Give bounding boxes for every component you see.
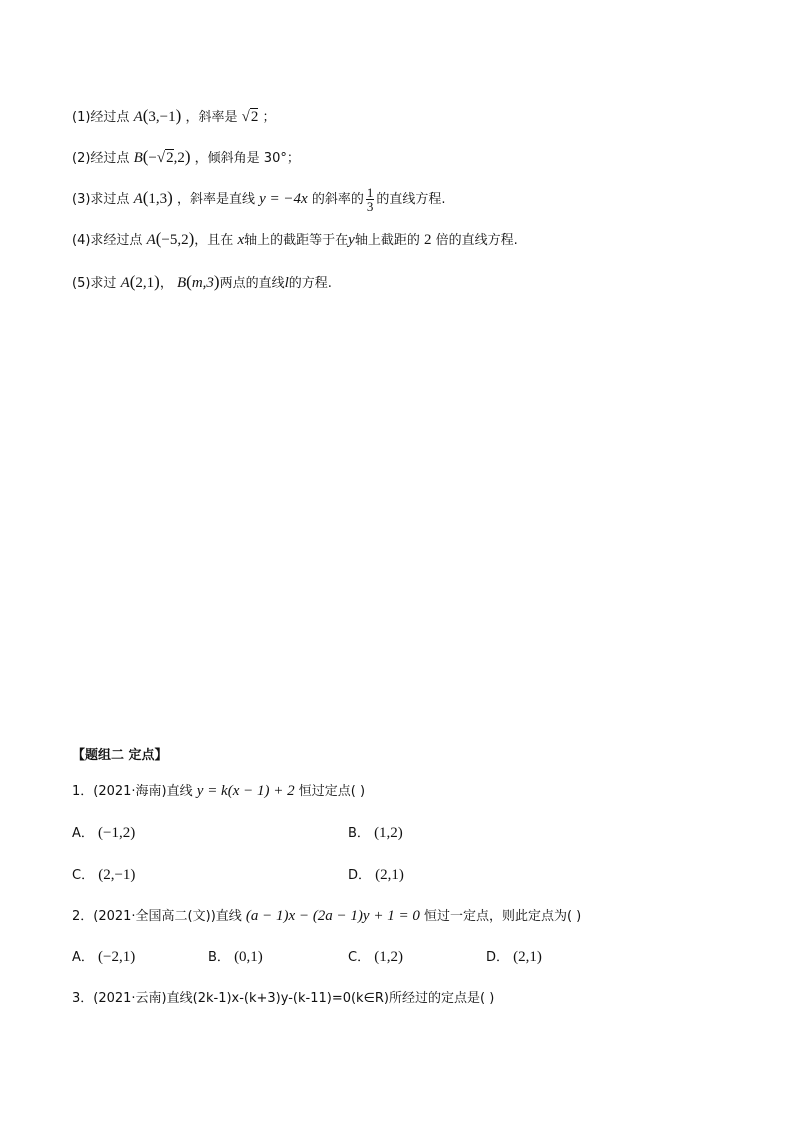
q1-stem-end: 恒过定点( )	[298, 784, 366, 799]
question-3: 3．(2021·云南)直线(2k-1)x-(k+3)y-(k-11)=0(k∈R)所经过的定点是( )	[72, 991, 495, 1006]
ex1-text: ，斜率是	[185, 110, 238, 125]
option-value: (1,2)	[374, 825, 403, 841]
denominator: 3	[366, 199, 374, 214]
point-name: B	[133, 150, 143, 166]
exercise-1-5	[72, 272, 332, 294]
numerator: 1	[366, 185, 374, 200]
option-label: B．	[348, 826, 370, 841]
option-value: (2,1)	[513, 949, 542, 965]
option-value: (2,−1)	[98, 867, 136, 883]
coords: m,3	[191, 275, 214, 291]
var-l: l	[284, 275, 289, 291]
coords: 1,3	[148, 191, 168, 207]
q2-stem-end: 恒过一定点，则此定点为( )	[423, 909, 582, 924]
paren: (	[142, 106, 149, 125]
paren: (	[155, 229, 162, 248]
paren: (	[142, 188, 149, 207]
var-x: x	[237, 232, 245, 248]
option-d[interactable]	[348, 865, 404, 886]
ex4-text: 轴上截距的	[354, 233, 420, 248]
ex3-text: ，斜率是直线	[176, 192, 255, 207]
option-value: (1,2)	[374, 949, 403, 965]
sqrt-expr: √2	[241, 109, 259, 125]
ex3-text: 的斜率的	[311, 192, 364, 207]
radicand: 2	[250, 109, 259, 125]
paren: )	[167, 188, 173, 207]
separator: ，	[159, 276, 173, 291]
ex5-end: 的方程.	[288, 276, 332, 291]
q2-stem: 2．(2021·全国高二(文))直线	[72, 909, 242, 924]
ex2-label: (2)经过点	[72, 151, 130, 166]
option-label: D．	[348, 868, 372, 883]
option-label: A．	[72, 826, 94, 841]
radicand: 2	[166, 150, 174, 166]
option-label: C．	[348, 950, 371, 965]
section-heading: 【题组二 定点】	[72, 748, 168, 763]
point-name: B	[176, 275, 187, 291]
exercise-1-3	[72, 186, 445, 213]
point-name: A	[133, 109, 143, 125]
equation: (a − 1)x − (2a − 1)y + 1 = 0	[245, 908, 420, 924]
ex5-label: (5)求过	[72, 276, 117, 291]
paren: )	[184, 147, 191, 166]
ex3-end: 的直线方程.	[376, 192, 446, 207]
paren: (	[186, 272, 192, 291]
ex5-text: 两点的直线	[219, 276, 285, 291]
option-label: B．	[208, 950, 230, 965]
ex4-label: (4)求经过点	[72, 233, 143, 248]
option-a[interactable]	[72, 823, 135, 844]
option-value: (0,1)	[234, 949, 263, 965]
option-label: C．	[72, 868, 95, 883]
option-d[interactable]	[486, 947, 542, 968]
paren: )	[213, 272, 220, 291]
option-value: (2,1)	[375, 867, 404, 883]
coords: −	[148, 150, 157, 166]
coords: −5,2	[161, 232, 189, 248]
point-name: A	[146, 232, 156, 248]
ex2-end: ，倾斜角是 30°；	[194, 151, 300, 166]
point-name: A	[133, 191, 143, 207]
paren: (	[129, 272, 136, 291]
option-value: (−2,1)	[98, 949, 136, 965]
equation: y = −4x	[259, 191, 308, 207]
ex3-label: (3)求过点	[72, 192, 130, 207]
point-name: A	[120, 275, 130, 291]
option-b[interactable]	[208, 947, 263, 968]
option-a[interactable]	[72, 947, 135, 968]
exercise-1-1	[72, 106, 275, 128]
paren: )	[154, 272, 160, 291]
coords: 3,−1	[148, 109, 176, 125]
var-y: y	[348, 232, 355, 248]
coords: ,2	[173, 150, 185, 166]
option-c[interactable]	[348, 947, 403, 968]
option-label: D．	[486, 950, 510, 965]
option-c[interactable]	[72, 865, 135, 886]
q1-stem: 1．(2021·海南)直线	[72, 784, 193, 799]
option-b[interactable]	[348, 823, 403, 844]
ex4-text: ，且在	[194, 233, 234, 248]
sqrt-expr: √2	[156, 150, 174, 166]
paren: )	[175, 106, 182, 125]
option-label: A．	[72, 950, 94, 965]
number: 2	[423, 232, 432, 248]
fraction	[366, 186, 375, 213]
paren: )	[188, 229, 195, 248]
ex4-end: 倍的直线方程.	[435, 233, 518, 248]
option-value: (−1,2)	[98, 825, 136, 841]
ex4-text: 轴上的截距等于在	[244, 233, 349, 248]
question-1	[72, 781, 365, 802]
exercise-1-4	[72, 229, 518, 251]
ex1-end: ；	[262, 110, 276, 125]
exercise-1-2	[72, 147, 300, 169]
equation: y = k(x − 1) + 2	[196, 783, 295, 799]
coords: 2,1	[135, 275, 155, 291]
paren: (	[142, 147, 149, 166]
question-2	[72, 906, 581, 927]
ex1-label: (1)经过点	[72, 110, 130, 125]
